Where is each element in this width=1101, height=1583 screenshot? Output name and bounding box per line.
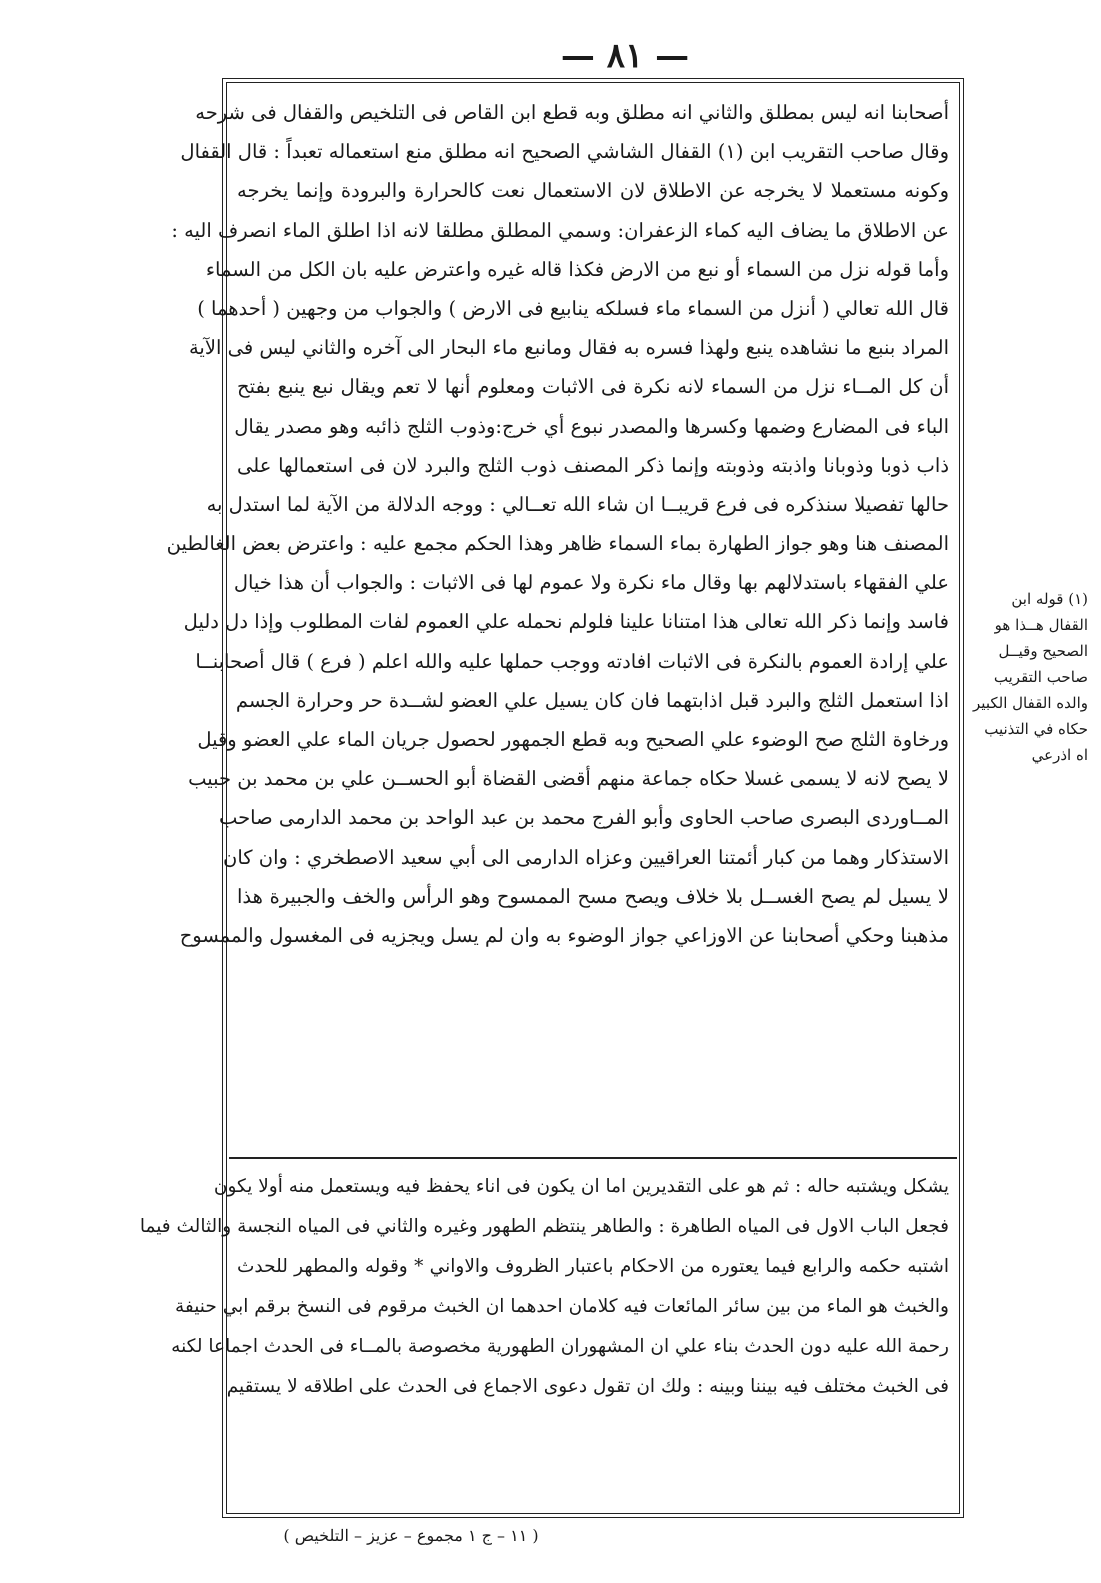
- main-line: اذا استعمل الثلج والبرد قبل اذابتهما فان كان يسيل علي العضو لشــدة حر وحرارة الجسم: [235, 688, 949, 712]
- main-line: المصنف هنا وهو جواز الطهارة بماء السماء ظاهر وهذا الحكم مجمع عليه : واعترض بعض الغالطين: [166, 532, 949, 556]
- main-line: فاسد وإنما ذكر الله تعالى هذا امتنانا علينا فلولم نحمله علي العموم لفات المطلوب وإذا دل دليل: [183, 610, 949, 634]
- main-line: حالها تفصيلا سنذكره فى فرع قريبــا ان شاء الله تعــالي : ووجه الدلالة من الآية لما استدل به: [206, 492, 949, 516]
- main-line: وأما قوله نزل من السماء أو نبع من الارض فكذا قاله غيره واعترض عليه بان الكل من السماء: [205, 257, 949, 281]
- page-number: — ٨١ —: [560, 36, 690, 76]
- main-line: لا يسيل لم يصح الغســل بلا خلاف ويصح مسح الممسوح وهو الرأس والخف والجبيرة هذا: [237, 884, 949, 908]
- margin-note-line: صاحب التقريب: [993, 668, 1088, 686]
- main-line: علي الفقهاء باستدلالهم بها وقال ماء نكرة ولا عموم لها فى الاثبات : والجواب أن هذا خيال: [233, 571, 949, 595]
- main-line: وكونه مستعملا لا يخرجه عن الاطلاق لان الاستعمال نعت كالحرارة والبرودة وإنما يخرجه: [237, 179, 949, 203]
- margin-note-line: القفال هــذا هو: [994, 616, 1088, 634]
- page-frame: [139, 78, 964, 1518]
- main-line: المــاوردى البصرى صاحب الحاوى وأبو الفرج محمد بن عبد الواحد بن محمد الدارمى صاحب: [218, 806, 949, 830]
- main-line: المراد بنبع ما نشاهده ينبع ولهذا فسره به فقال ومانبع ماء البحار الى آخره والثاني ليس فى الآية: [188, 336, 949, 360]
- main-line: أصحابنا انه ليس بمطلق والثاني انه مطلق وبه قطع ابن القاص فى التلخيص والقفال فى شرحه: [195, 101, 949, 124]
- margin-note-line: اه اذرعي: [1031, 746, 1088, 764]
- commentary-line: والخبث هو الماء من بين سائر المائعات فيه كلامان احدهما ان الخبث مرقوم فى النسخ برقم ابي حنيفة: [174, 1296, 949, 1317]
- section-divider: [229, 1157, 957, 1159]
- main-line: لا يصح لانه لا يسمى غسلا حكاه جماعة منهم أقضى القضاة أبو الحســن علي بن محمد بن حبيب: [188, 767, 949, 791]
- margin-note-line: حكاه في التذنيب: [984, 720, 1088, 738]
- main-line: أن كل المــاء نزل من السماء لانه نكرة فى الاثبات ومعلوم أنها لا تعم ويقال نبع ينبع بفتح: [237, 375, 949, 399]
- commentary-line: يشكل ويشتبه حاله : ثم هو على التقديرين اما ان يكون فى اناء يحفظ فيه ويستعمل منه أولا يكون: [213, 1176, 949, 1197]
- main-line: مذهبنا وحكي أصحابنا عن الاوزاعي جواز الوضوء به وان لم يسل ويجزيه فى المغسول والممسوح: [179, 923, 949, 947]
- margin-note-line: (١) قوله ابن: [1011, 590, 1088, 608]
- commentary-line: رحمة الله عليه دون الحدث بناء علي ان المشهوران الطهورية مخصوصة بالمــاء فى الحدث اجماعا لكنه: [171, 1336, 949, 1357]
- main-line: الباء فى المضارع وضمها وكسرها والمصدر نبوع أي خرج:وذوب الثلج ذائبه وهو مصدر يقال: [234, 414, 949, 438]
- main-line: ورخاوة الثلج صح الوضوء علي الصحيح وبه قطع الجمهور لحصول جريان الماء علي العضو وقيل: [197, 728, 949, 751]
- margin-note-line: والده القفال الكبير: [973, 694, 1088, 712]
- main-line: الاستذكار وهما من كبار أئمتنا العراقيين وعزاه الدارمى الى أبي سعيد الاصطخري : وان كان: [223, 845, 949, 869]
- main-text: [166, 93, 949, 955]
- commentary-text: [139, 1167, 949, 1407]
- commentary-line: فى الخبث مختلف فيه بيننا وبينه : ولك ان تقول دعوى الاجماع فى الحدث على اطلاقه لا يستقيم: [226, 1376, 949, 1397]
- margin-note: [964, 586, 1088, 768]
- commentary-line: اشتبه حكمه والرابع فيما يعتوره من الاحكام باعتبار الظروف والاواني * وقوله والمطهر للحدث: [237, 1256, 949, 1277]
- main-line: علي إرادة العموم بالنكرة فى الاثبات افادته ووجب حملها عليه والله اعلم ( فرع ) قال أصحابنــا: [195, 649, 949, 673]
- margin-note-line: الصحيح وقيــل: [998, 642, 1088, 660]
- main-line: قال الله تعالي ( أنزل من السماء ماء فسلكه ينابيع فى الارض ) والجواب من وجهين ( أحدهما ): [197, 296, 949, 320]
- main-line: وقال صاحب التقريب ابن (١) القفال الشاشي الصحيح انه مطلق منع استعماله تعبداً : قال القفال: [180, 140, 949, 164]
- commentary-line: فجعل الباب الاول فى المياه الطاهرة : والطاهر ينتظم الطهور وغيره والثاني فى المياه النجسة والثالث فيما: [139, 1216, 949, 1237]
- main-line: ذاب ذوبا وذوبانا واذبته وذوبته وإنما ذكر المصنف ذوب الثلج والبرد لان فى استعمالها على: [237, 453, 949, 477]
- signature-mark: ( ١١ – ج ١ مجموع – عزيز – التلخيص ): [283, 1526, 539, 1545]
- main-line: عن الاطلاق ما يضاف اليه كماء الزعفران: وسمي المطلق مطلقا لانه اذا اطلق الماء انصرف اليه :: [171, 218, 949, 242]
